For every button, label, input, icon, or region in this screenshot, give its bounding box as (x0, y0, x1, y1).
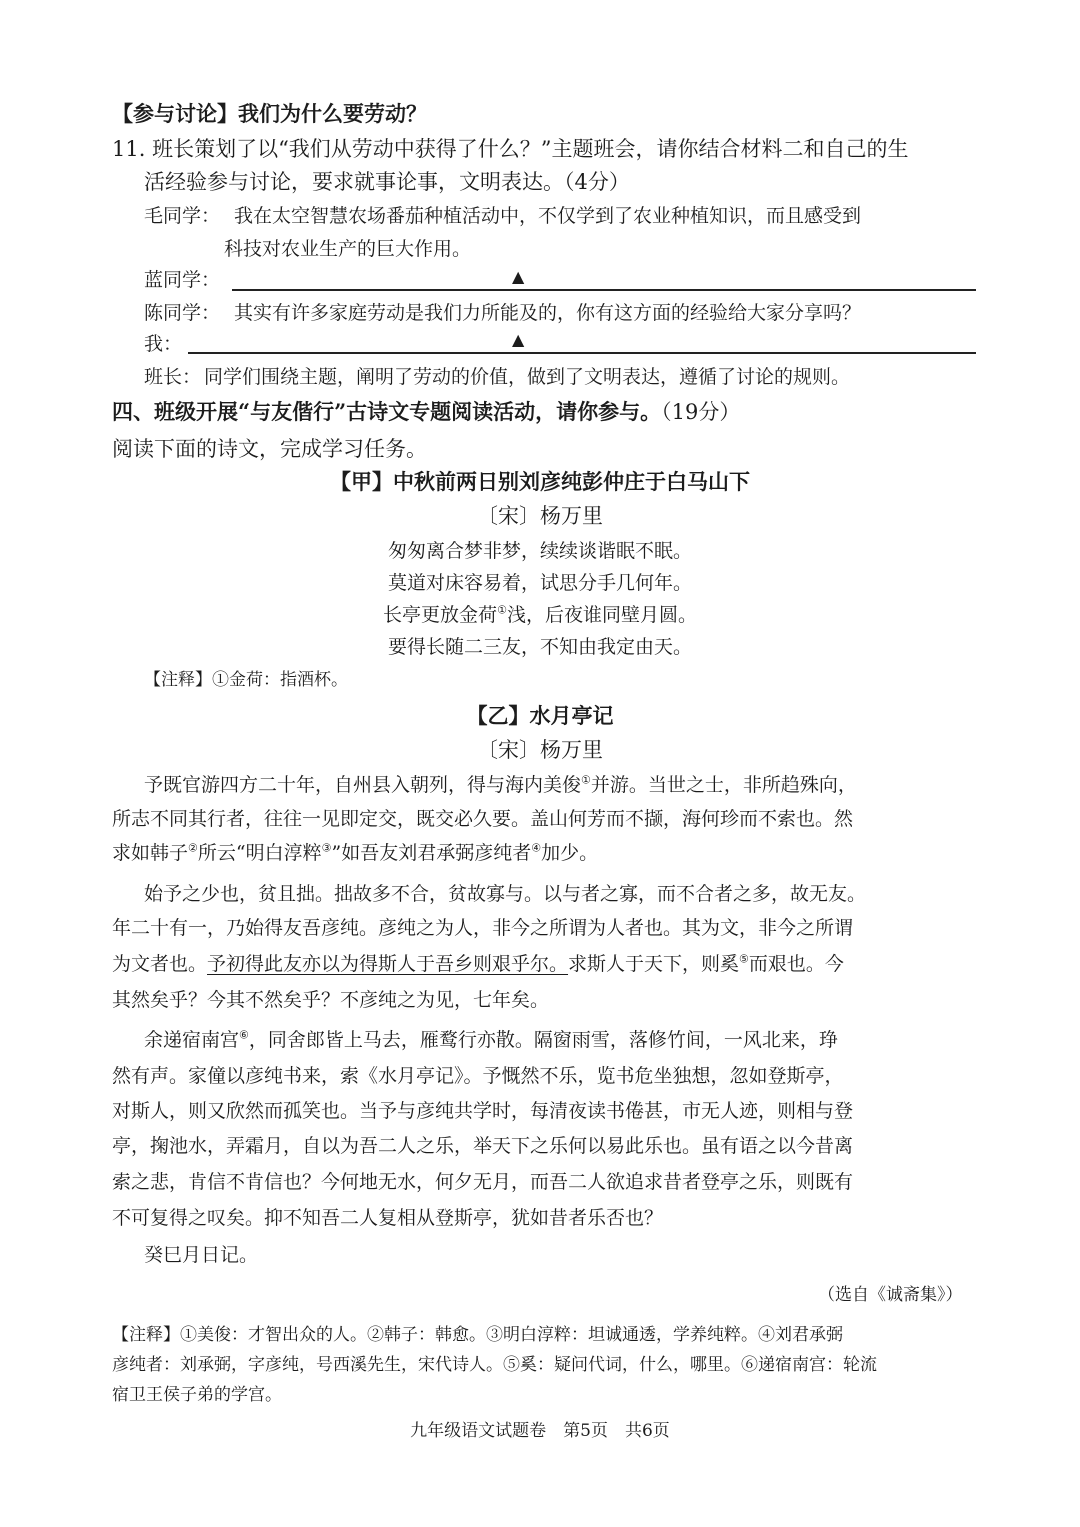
text-part: 而艰也。今 (748, 953, 844, 975)
essay-p3-line-5: 索之悲，肯信不肯信也？今何地无水，何夕无月，而吾二人欲追求昔者登亭之乐，则既有 (112, 1171, 854, 1193)
chen-label: 陈同学： (144, 302, 221, 324)
essay-source: （选自《诚斋集》） (818, 1285, 963, 1305)
poem-note: 【注释】①金荷：指酒杯。 (144, 670, 348, 690)
poem-line-4: 要得长随二三友，不知由我定由天。 (387, 636, 692, 658)
footnote-marker: ① (497, 603, 507, 617)
footnote-marker: ① (581, 773, 591, 787)
essay-p2-line-3 (112, 951, 844, 977)
essay-title: 【乙】水月亭记 (466, 703, 614, 728)
answer-blank-lan[interactable] (232, 289, 976, 291)
section-4-title (112, 399, 740, 425)
essay-p2-line-2: 年二十有一，乃始得友吾彦纯。彦纯之为人，非今之所谓为人者也。其为文，非今之所谓 (112, 917, 854, 939)
poem-line-3-part: 浅，后夜谁同壁月圆。 (506, 604, 697, 626)
text-part: 求斯人于天下，则奚 (568, 953, 740, 975)
text-part: 并游。当世之士，非所趋殊向， (590, 774, 857, 796)
monitor-label: 班长： (144, 366, 202, 388)
poem-line-1: 匆匆离合梦非梦，续续谈谐眠不眠。 (387, 540, 692, 562)
question-11-line-2: 活经验参与讨论，要求就事论事，文明表达。（4分） (144, 170, 630, 194)
mao-text-line-2: 科技对农业生产的巨大作用。 (224, 238, 472, 260)
page-footer: 九年级语文试题卷 第5页 共6页 (410, 1421, 670, 1441)
footnote-marker: ⑥ (239, 1028, 249, 1042)
me-label: 我： (144, 333, 183, 355)
monitor-text: 同学们围绕主题，阐明了劳动的价值，做到了文明表达，遵循了讨论的规则。 (204, 366, 851, 388)
essay-p1-line-1 (144, 772, 857, 798)
poem-line-3 (0, 602, 1080, 628)
poem-title: 【甲】中秋前两日别刘彦纯彭仲庄于白马山下 (330, 469, 750, 494)
section-4-score: （19分） (661, 400, 741, 424)
section-4-title-text: 四、班级开展“与友偕行”古诗文专题阅读活动，请你参与。 (112, 399, 662, 424)
text-part: 余递宿南宫 (144, 1029, 240, 1051)
chen-text: 其实有许多家庭劳动是我们力所能及的，你有这方面的经验给大家分享吗？ (234, 302, 862, 324)
lan-label: 蓝同学： (144, 269, 221, 291)
question-11-line-1: 11. 班长策划了以“我们从劳动中获得了什么？”主题班会，请你结合材料二和自己的生 (112, 137, 909, 161)
underlined-sentence: 予初得此友亦以为得斯人于吾乡则艰乎尔。 (207, 953, 569, 975)
text-part: 为文者也。 (112, 953, 208, 975)
footnote-marker: ④ (531, 841, 542, 855)
triangle-icon: ▲ (512, 267, 525, 286)
essay-p3-line-2: 然有声。家僮以彦纯书来，索《水月亭记》。予慨然不乐，览书危坐独想，忽如登斯亭， (112, 1065, 844, 1087)
essay-p1-line-3 (112, 840, 598, 866)
essay-p3-line-3: 对斯人，则又欣然而孤笑也。当予与彦纯共学时，每清夜读书倦甚，市无人迹，则相与登 (112, 1100, 854, 1122)
mao-label: 毛同学： (144, 205, 221, 227)
poem-line-2: 莫道对床容易着，试思分手几何年。 (387, 572, 692, 594)
essay-author: 〔宋〕杨万里 (477, 738, 603, 762)
essay-p2-line-1: 始予之少也，贫且拙。拙故多不合，贫故寡与。以与者之寡，而不合者之多，故无友。 (144, 883, 867, 905)
footnote-marker: ③ (321, 841, 332, 855)
footnote-marker: ② (188, 841, 198, 855)
text-part: 求如韩子 (112, 842, 189, 864)
essay-p3-line-6: 不可复得之叹矣。抑不知吾二人复相从登斯亭，犹如昔者乐否也？ (112, 1207, 664, 1229)
footnote-marker: ⑤ (739, 952, 749, 966)
text-part: ，同舍郎皆上马去，雁鹜行亦散。隔窗雨雪，落修竹间，一风北来，琤 (248, 1029, 838, 1051)
essay-p2-line-4: 其然矣乎？今其不然矣乎？不彦纯之为见，七年矣。 (112, 989, 550, 1011)
poem-author: 〔宋〕杨万里 (477, 504, 603, 528)
section-4-instruction: 阅读下面的诗文，完成学习任务。 (112, 437, 427, 461)
essay-note-line-3: 宿卫王侯子弟的学宫。 (112, 1385, 282, 1405)
text-part: ”如吾友刘君承弼彦纯者 (331, 842, 532, 864)
triangle-icon: ▲ (512, 330, 525, 349)
discussion-heading: 【参与讨论】我们为什么要劳动？ (112, 101, 427, 126)
essay-p4: 癸巳月日记。 (144, 1244, 259, 1266)
essay-p1-line-2: 所志不同其行者，往往一见即定交，既交必久要。盖山何芳而不撷，海何珍而不索也。然 (112, 808, 854, 830)
essay-p3-line-4: 亭，掬池水，弄霜月，自以为吾二人之乐，举天下之乐何以易此乐也。虽有语之以今昔离 (112, 1135, 854, 1157)
essay-note-line-1: 【注释】①美俊：才智出众的人。②韩子：韩愈。③明白淳粹：坦诚通透，学养纯粹。④刘君承弼 (112, 1325, 843, 1345)
essay-p3-line-1 (144, 1027, 838, 1053)
poem-line-3-part: 长亭更放金荷 (383, 604, 498, 626)
mao-text-line-1: 我在太空智慧农场番茄种植活动中，不仅学到了农业种植知识，而且感受到 (234, 205, 862, 227)
text-part: 予既官游四方二十年，自州县入朝列，得与海内美俊 (144, 774, 582, 796)
text-part: 加少。 (541, 842, 599, 864)
essay-note-line-2: 彦纯者：刘承弼，字彦纯，号西溪先生，宋代诗人。⑤奚：疑问代词，什么，哪里。⑥递宿南宫：轮流 (112, 1355, 877, 1375)
answer-blank-me[interactable] (188, 352, 976, 354)
text-part: 所云“明白淳粹 (197, 842, 322, 864)
